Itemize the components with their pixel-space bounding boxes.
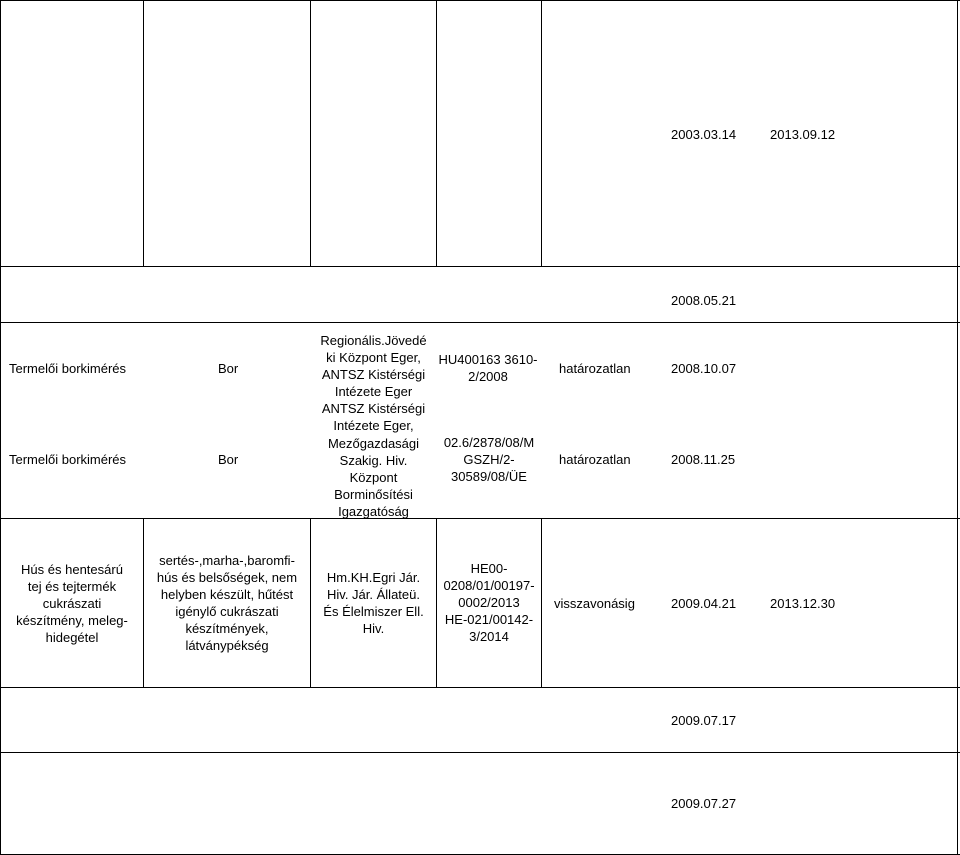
product-line: hús és belsőségek, nem bbox=[156, 570, 298, 585]
number-line: 30589/08/ÜE bbox=[451, 469, 527, 484]
rule bbox=[436, 0, 437, 266]
authority-line: Szakig. Hiv. bbox=[339, 452, 408, 468]
rule bbox=[0, 0, 960, 1]
product-line: sertés-,marha-,baromfi- bbox=[159, 553, 295, 568]
rule bbox=[0, 322, 960, 323]
authority-line: Mezőgazdasági bbox=[327, 435, 420, 451]
authority-line: Központ bbox=[349, 469, 398, 485]
date: 2008.10.07 bbox=[671, 361, 737, 376]
product-line: helyben készült, hűtést bbox=[160, 587, 294, 602]
authority-block bbox=[311, 569, 436, 637]
authority-line: Hm.KH.Egri Jár. bbox=[326, 570, 421, 585]
rule bbox=[0, 752, 960, 753]
date-start: 2009.04.21 bbox=[671, 596, 737, 611]
number-line: HU400163 3610-2/2008 bbox=[438, 352, 538, 384]
registration-number bbox=[437, 434, 541, 485]
authority-line: ANTSZ Kistérségi bbox=[321, 401, 426, 417]
registration-number bbox=[437, 560, 541, 645]
category-line: készítmény, meleg- bbox=[16, 613, 128, 628]
category-label: Termelői borkimérés bbox=[9, 361, 127, 376]
authority-line: Hiv. Jár. Állateü. bbox=[327, 587, 420, 602]
authority-line: ANTSZ Kistérségi bbox=[321, 367, 426, 383]
rule bbox=[0, 266, 960, 267]
rule bbox=[0, 518, 960, 519]
number-line: HE-021/00142- bbox=[444, 612, 534, 627]
authority-line: Borminősítési bbox=[334, 486, 413, 502]
rule bbox=[0, 0, 1, 855]
authority-line: Intézete Eger, bbox=[333, 418, 414, 434]
authority-block bbox=[311, 332, 436, 520]
category-line: cukrászati bbox=[42, 596, 102, 611]
product-line: látványpékség bbox=[185, 638, 269, 653]
rule bbox=[0, 687, 960, 688]
rule bbox=[143, 0, 144, 266]
date: 2008.11.25 bbox=[671, 452, 736, 467]
authority-line: ki Központ Eger, bbox=[326, 350, 421, 366]
product-label: Bor bbox=[218, 452, 239, 467]
number-line: GSZH/2- bbox=[463, 452, 515, 467]
number-line: 0002/2013 bbox=[458, 595, 520, 610]
date: 2009.07.17 bbox=[671, 713, 737, 728]
category-line: Hús és hentesárú bbox=[21, 562, 123, 577]
product-block bbox=[144, 552, 310, 654]
rule bbox=[541, 0, 542, 266]
date: 2009.07.27 bbox=[671, 796, 737, 811]
authority-line: Igazgatóság bbox=[338, 503, 409, 519]
date-end: 2013.12.30 bbox=[770, 596, 836, 611]
product-label: Bor bbox=[218, 361, 239, 376]
rule bbox=[541, 518, 542, 687]
category-label: Termelői borkimérés bbox=[9, 452, 127, 467]
number-line: 0208/01/00197- bbox=[443, 578, 535, 593]
validity-label: határozatlan bbox=[559, 452, 631, 467]
rule bbox=[310, 0, 311, 266]
category-line: hidegétel bbox=[45, 630, 99, 645]
validity-label: határozatlan bbox=[559, 361, 631, 376]
date-end: 2013.09.12 bbox=[770, 127, 836, 142]
date: 2008.05.21 bbox=[671, 293, 737, 308]
rule bbox=[957, 0, 958, 855]
authority-line: Hiv. bbox=[362, 621, 385, 636]
number-line: 02.6/2878/08/M bbox=[443, 435, 535, 450]
date-start: 2003.03.14 bbox=[671, 127, 737, 142]
registration-number bbox=[438, 351, 538, 385]
product-line: igénylő cukrászati bbox=[175, 604, 279, 619]
category-block bbox=[1, 561, 143, 646]
number-line: 3/2014 bbox=[469, 629, 509, 644]
authority-line: Regionális.Jövedé bbox=[320, 333, 427, 348]
authority-line: Intézete Eger bbox=[334, 384, 413, 400]
validity-label: visszavonásig bbox=[554, 596, 635, 611]
number-line: HE00- bbox=[470, 561, 508, 576]
category-line: tej és tejtermék bbox=[27, 579, 117, 594]
authority-line: És Élelmiszer Ell. bbox=[323, 604, 424, 619]
product-line: készítmények, bbox=[185, 621, 269, 636]
